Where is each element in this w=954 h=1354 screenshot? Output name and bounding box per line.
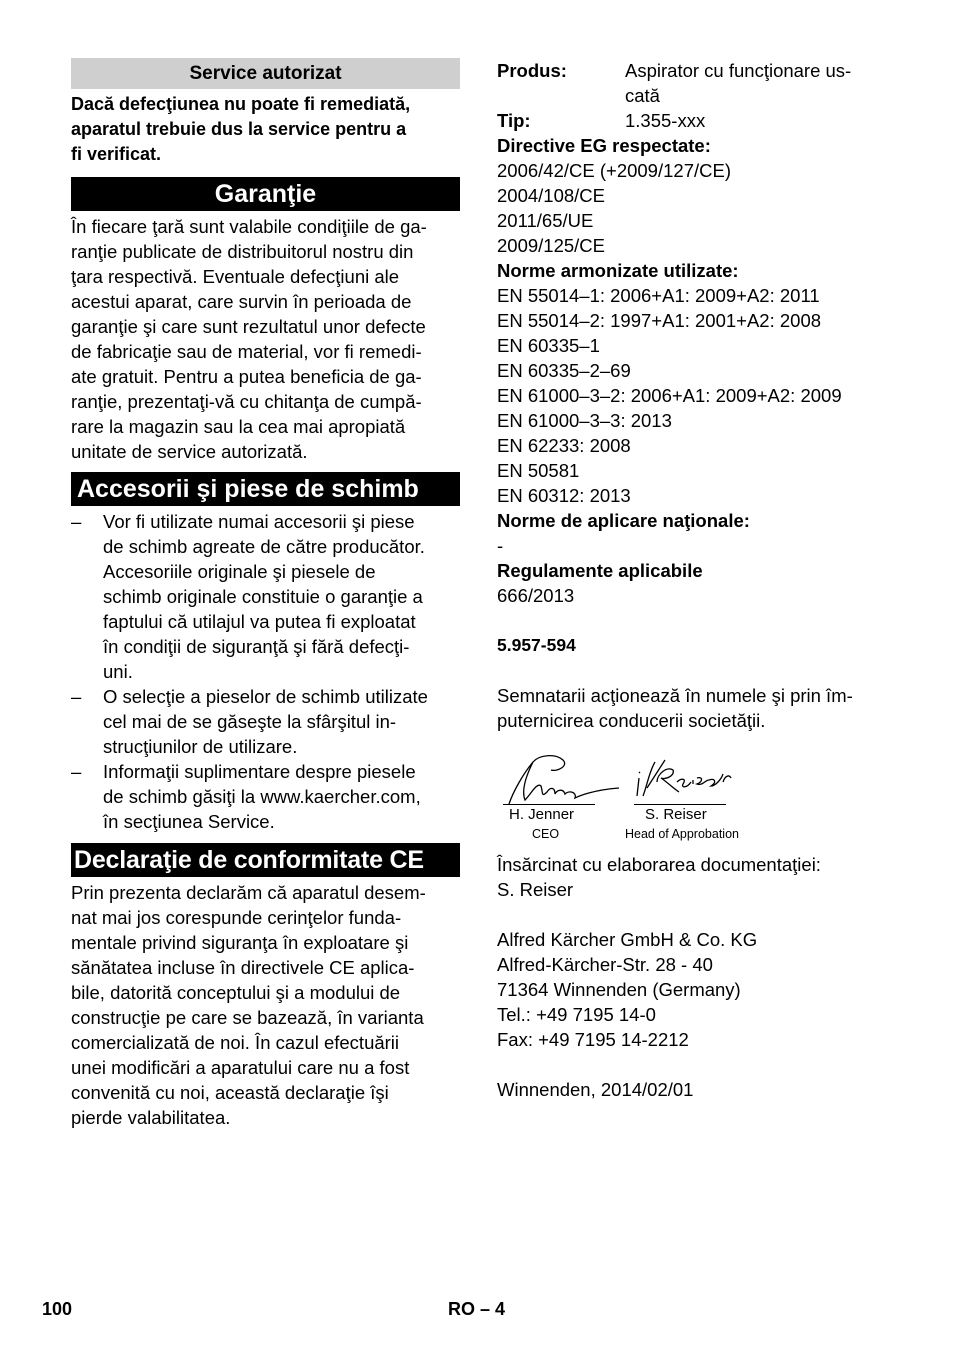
place-date: Winnenden, 2014/02/01 [497, 1079, 694, 1100]
declaration-line: sănătatea incluse în directivele CE aplica- [71, 957, 415, 978]
directive-item: 2004/108/CE [497, 185, 606, 206]
signatories-intro-line: Semnatarii acţionează în numele şi prin îm- [497, 685, 853, 706]
guarantee-line: În fiecare ţară sunt valabile condiţiile de ga- [71, 216, 427, 237]
norms-label: Norme armonizate utilizate: [497, 260, 739, 281]
regulations-value: 666/2013 [497, 585, 575, 606]
list-line: Accesoriile originale şi piesele de [103, 561, 376, 582]
declaration-line: construcţie pe care se bazează, în varianta [71, 1007, 424, 1028]
list-line: în secţiunea Service. [103, 811, 275, 832]
national-norms-label: Norme de aplicare naţionale: [497, 510, 750, 531]
list-line: uni. [103, 661, 133, 682]
guarantee-line: de fabricaţie sau de material, vor fi remedi- [71, 341, 422, 362]
company-line: 71364 Winnenden (Germany) [497, 979, 741, 1000]
declaration-line: comercializată de noi. În cazul efectuării [71, 1032, 400, 1053]
guarantee-line: ranţie publicate de distribuitorul nostru din [71, 241, 414, 262]
documentation-person: S. Reiser [497, 879, 574, 900]
signatory-name: H. Jenner [509, 806, 575, 823]
service-heading: Service autorizat [71, 58, 460, 89]
declaration-heading: Declaraţie de conformitate CE [71, 843, 460, 877]
service-text [71, 92, 460, 167]
guarantee-line: unitate de service autorizată. [71, 441, 308, 462]
norm-item: EN 60335–1 [497, 335, 600, 356]
page-number: 100 [42, 1299, 73, 1319]
product-row [497, 58, 897, 108]
signatories-intro-line: puternicirea conducerii societăţii. [497, 710, 766, 731]
guarantee-line: ate gratuit. Pentru a putea beneficia de ga- [71, 366, 422, 387]
company-line: Alfred-Kärcher-Str. 28 - 40 [497, 954, 713, 975]
norm-item: EN 60335–2–69 [497, 360, 631, 381]
directive-item: 2009/125/CE [497, 235, 606, 256]
accessories-list [71, 509, 460, 834]
signature-jenner [509, 756, 619, 804]
declaration-line: convenită cu noi, această declaraţie îşi [71, 1082, 389, 1103]
list-line: strucţiunilor de utilizare. [103, 736, 298, 757]
section-code: RO – 4 [448, 1299, 506, 1319]
national-norms-value: - [497, 535, 504, 556]
norm-item: EN 61000–3–3: 2013 [497, 410, 672, 431]
company-line: Tel.: +49 7195 14-0 [497, 1004, 656, 1025]
product-label: Produs: [497, 60, 567, 81]
list-item [71, 509, 460, 684]
directive-item: 2006/42/CE (+2009/127/CE) [497, 160, 731, 181]
list-line: de schimb găsiţi la www.kaercher.com, [103, 786, 421, 807]
type-label: Tip: [497, 110, 531, 131]
directives-label: Directive EG respectate: [497, 135, 711, 156]
list-line: schimb originale constituie o garanţie a [103, 586, 423, 607]
list-dash: – [71, 511, 82, 532]
norm-item: EN 60312: 2013 [497, 485, 631, 506]
declaration-line: Prin prezenta declarăm că aparatul desem- [71, 882, 426, 903]
company-line: Fax: +49 7195 14-2212 [497, 1029, 689, 1050]
declaration-line: nat mai jos corespunde cerinţelor funda- [71, 907, 402, 928]
list-dash: – [71, 761, 82, 782]
documentation-label: Însărcinat cu elaborarea documentaţiei: [497, 854, 821, 875]
norm-item: EN 55014–1: 2006+A1: 2009+A2: 2011 [497, 285, 820, 306]
product-value-line: Aspirator cu funcţionare us- [625, 60, 852, 81]
type-value: 1.355-xxx [625, 110, 706, 131]
signature-line-reiser [634, 804, 726, 805]
norm-item: EN 55014–2: 1997+A1: 2001+A2: 2008 [497, 310, 822, 331]
signatures-image [497, 752, 757, 812]
guarantee-line: ţara respectivă. Eventuale defecţiuni ale [71, 266, 400, 287]
company-line: Alfred Kärcher GmbH & Co. KG [497, 929, 758, 950]
accessories-heading: Accesorii şi piese de schimb [71, 472, 460, 506]
declaration-line: mentale privind siguranţa în exploatare şi [71, 932, 409, 953]
document-number: 5.957-594 [497, 635, 576, 655]
right-column [497, 58, 897, 1102]
declaration-line: pierde valabilitatea. [71, 1107, 231, 1128]
signature-reiser [637, 760, 731, 796]
list-item [71, 759, 460, 834]
list-line: Vor fi utilizate numai accesorii şi piese [103, 511, 415, 532]
left-column [71, 58, 460, 1130]
list-line: în condiţii de siguranţă şi fără defecţi- [103, 636, 410, 657]
service-line: fi verificat. [71, 144, 162, 164]
type-row [497, 108, 897, 133]
declaration-line: bile, datorită conceptului şi a modului de [71, 982, 401, 1003]
signature-line-jenner [503, 804, 595, 805]
declaration-text [71, 880, 460, 1130]
service-line: aparatul trebuie dus la service pentru a [71, 119, 407, 139]
list-line: Informaţii suplimentare despre piesele [103, 761, 416, 782]
directive-item: 2011/65/UE [497, 210, 594, 231]
list-line: faptului că utilajul va putea fi exploatat [103, 611, 416, 632]
norm-item: EN 62233: 2008 [497, 435, 631, 456]
norm-item: EN 61000–3–2: 2006+A1: 2009+A2: 2009 [497, 385, 842, 406]
list-item [71, 684, 460, 759]
signatory-name: S. Reiser [645, 806, 707, 823]
guarantee-text [71, 214, 460, 464]
list-line: cel mai de se găseşte la sfârşitul in- [103, 711, 397, 732]
signatory-role: CEO [532, 827, 560, 841]
list-dash: – [71, 686, 82, 707]
signature-block [497, 752, 897, 841]
signatory-role: Head of Approbation [625, 827, 739, 841]
guarantee-line: acestui aparat, care survin în perioada de [71, 291, 412, 312]
guarantee-line: ranţie, prezentaţi-vă cu chitanţa de cumpă- [71, 391, 422, 412]
list-line: O selecţie a pieselor de schimb utilizate [103, 686, 428, 707]
guarantee-heading: Garanţie [71, 177, 460, 211]
declaration-line: unei modificări a aparatului care nu a fost [71, 1057, 410, 1078]
norm-item: EN 50581 [497, 460, 580, 481]
regulations-label: Regulamente aplicabile [497, 560, 703, 581]
product-value-line: cată [625, 85, 660, 106]
list-line: de schimb agreate de către producător. [103, 536, 425, 557]
guarantee-line: garanţie şi care sunt rezultatul unor defecte [71, 316, 426, 337]
guarantee-line: rare la magazin sau la cea mai apropiată [71, 416, 406, 437]
service-line: Dacă defecţiunea nu poate fi remediată, [71, 94, 411, 114]
